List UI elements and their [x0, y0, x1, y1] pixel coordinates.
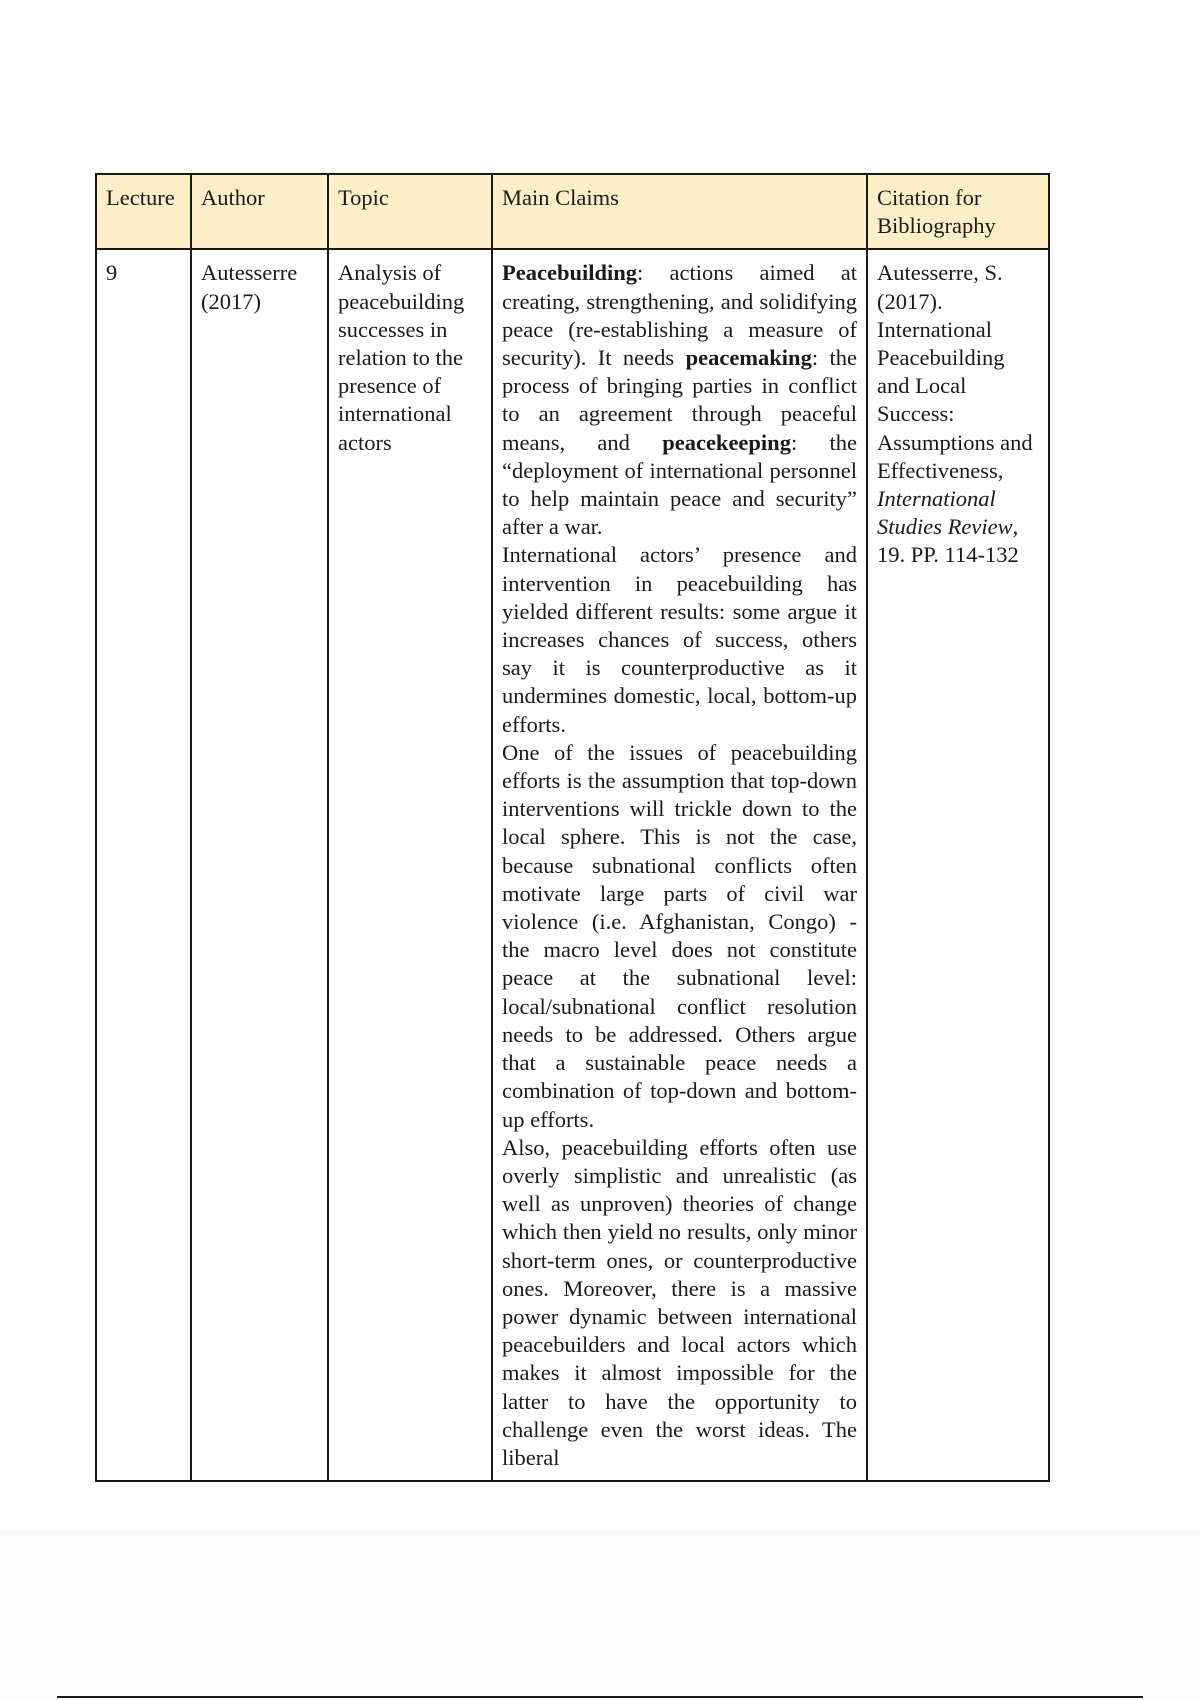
term-peacekeeping: peacekeeping — [662, 429, 791, 455]
page-background — [0, 1530, 1200, 1700]
definition-peacemaking: : the process of bringing parties in conflict to an agreement through peaceful means, and — [502, 345, 857, 455]
cell-main-claims — [492, 249, 867, 1481]
header-row — [96, 174, 1049, 249]
lecture-notes-table — [95, 173, 1050, 1482]
cell-citation — [867, 249, 1049, 1481]
citation-volume-pages: , 19. PP. 114-132 — [877, 514, 1019, 568]
header-main-claims: Main Claims — [492, 174, 867, 249]
definition-peacekeeping: : the “deployment of international personnel to help maintain peace and security” after a war. — [502, 429, 857, 540]
header-citation: Citation for Bibliography — [867, 174, 1049, 249]
citation-text: Autesserre, S. (2017). International Peacebuilding and Local Success: Assumptions and Effectiveness, — [877, 260, 1033, 483]
term-peacebuilding: Peacebuilding — [502, 260, 638, 286]
header-author: Author — [191, 174, 328, 249]
cell-author: Autesserre (2017) — [191, 249, 328, 1481]
term-peacemaking: peacemaking — [685, 345, 812, 371]
claims-paragraph-definitions — [502, 259, 857, 541]
definition-peacebuilding: : actions aimed at creating, strengthening, and solidifying peace (re-establishing a measure of security). It needs — [502, 260, 857, 371]
claims-paragraph-theories-of-change: Also, peacebuilding efforts often use overly simplistic and unrealistic (as well as unproven) theories of change which then yield no results, only minor short-term ones, or counterproductive ones. Moreover, there is a massive power dynamic between international peacebuilders and local actors which makes it almost impossible for the latter to have the opportunity to challenge even the worst ideas. The liberal — [502, 1134, 857, 1470]
cell-topic: Analysis of peacebuilding successes in relation to the presence of international actors — [328, 249, 492, 1481]
header-topic: Topic — [328, 174, 492, 249]
claims-paragraph-international-actors: International actors’ presence and intervention in peacebuilding has yielded different results: some argue it increases chances of success, others say it is counterproductive as it undermines domestic, local, bottom-up efforts. — [502, 542, 857, 737]
table-row — [96, 249, 1049, 1481]
claims-paragraph-top-down: One of the issues of peacebuilding efforts is the assumption that top-down interventions will trickle down to the local sphere. This is not the case, because subnational conflicts often motivate large parts of civil war violence (i.e. Afghanistan, Congo) - the macro level does not constitute peace at the subnational level: local/subnational conflict resolution needs to be addressed. Others argue that a sustainable peace needs a combination of top-down and bottom-up efforts. — [502, 739, 857, 1132]
header-lecture: Lecture — [96, 174, 191, 249]
cell-lecture: 9 — [96, 249, 191, 1481]
page-bottom-rule — [57, 1696, 1143, 1698]
citation-journal: International Studies Review — [877, 486, 1013, 540]
